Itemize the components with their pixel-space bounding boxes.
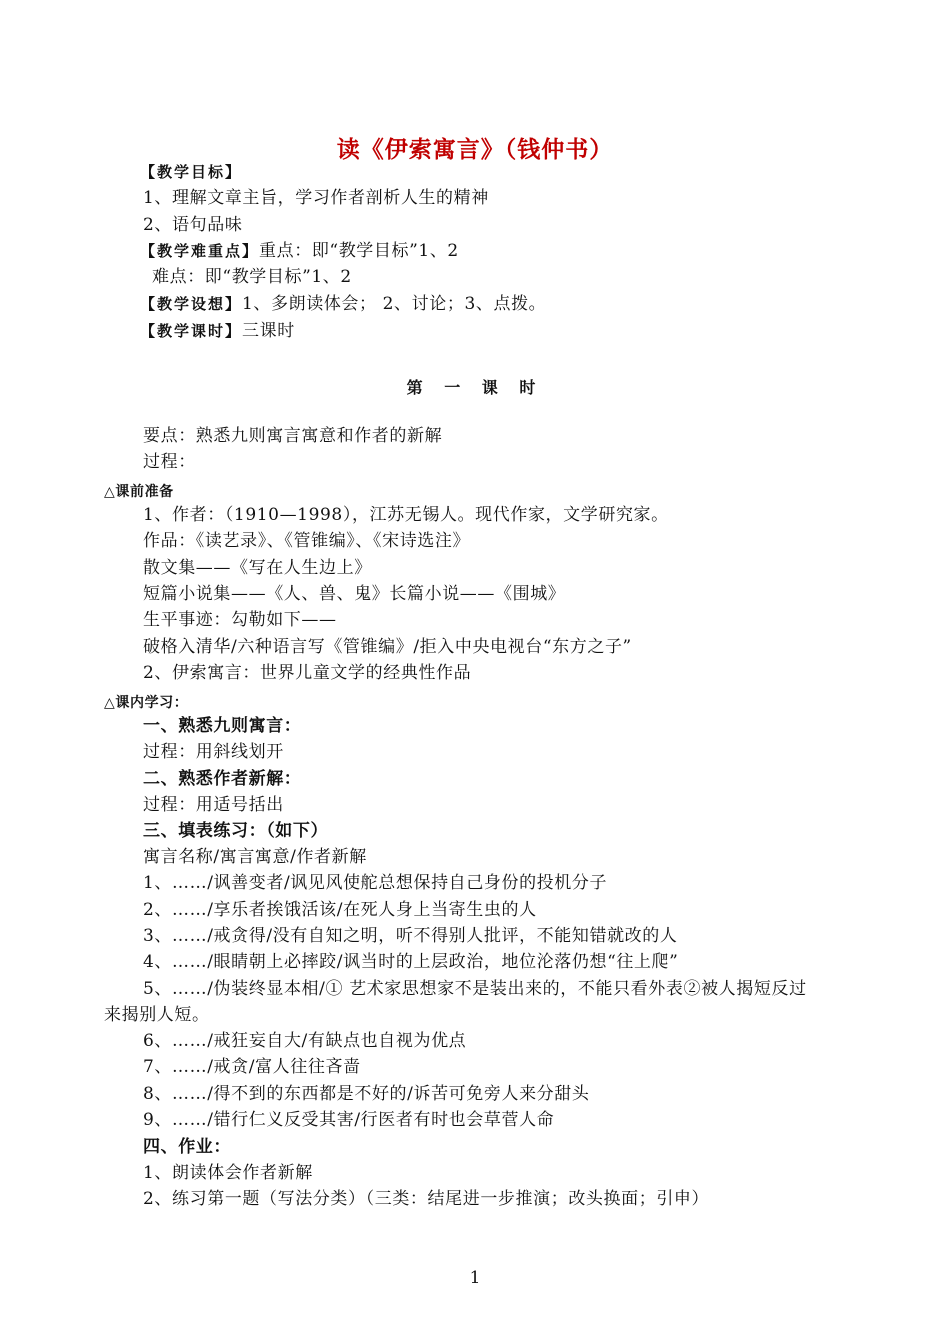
list-item: 1、……/讽善变者/讽见风使舵总想保持自己身份的投机分子 [143, 873, 608, 893]
list-item: 4、……/眼睛朝上必摔跤/讽当时的上层政治，地位沦落仍想“往上爬” [143, 952, 679, 972]
list-item: 2、……/享乐者挨饿活该/在死人身上当寄生虫的人 [143, 900, 537, 920]
list-item: 5、……/伪装终显本相/① 艺术家思想家不是装出来的，不能只看外表②被人揭短反过 [143, 979, 807, 999]
hours-line [140, 320, 295, 342]
idea-line [140, 293, 546, 315]
goal-2: 2、语句品味 [143, 215, 243, 235]
list-item: 7、……/戒贪/富人往往吝啬 [143, 1057, 361, 1077]
pre-item-7: 2、伊索寓言：世界儿童文学的经典性作品 [143, 663, 472, 683]
pre-item-2: 作品：《读艺录》、《管锥编》、《宋诗选注》 [143, 531, 471, 551]
point-line: 要点：熟悉九则寓言寓意和作者的新解 [143, 426, 443, 446]
key-tag: 【教学难重点】 [140, 242, 260, 260]
idea-text: 1、多朗读体会； 2、讨论；3、点拨。 [242, 294, 547, 314]
section-1-text: 过程：用斜线划开 [143, 742, 284, 762]
list-item: 6、……/戒狂妄自大/有缺点也自视为优点 [143, 1031, 467, 1051]
table-header: 寓言名称/寓言寓意/作者新解 [143, 847, 367, 867]
section-1-title: 一、熟悉九则寓言： [143, 716, 302, 736]
process-line: 过程： [143, 452, 196, 472]
pre-item-5: 生平事迹：勾勒如下—— [143, 610, 337, 630]
page-number: 1 [469, 1268, 481, 1288]
pre-item-4: 短篇小说集——《人、兽、鬼》长篇小说——《围城》 [143, 584, 566, 604]
homework-2: 2、练习第一题（写法分类）（三类：结尾进一步推演；改头换面；引申） [143, 1189, 710, 1209]
goals-tag: 【教学目标】 [140, 163, 243, 181]
idea-tag: 【教学设想】 [140, 295, 243, 313]
section-3-title: 三、填表练习：（如下） [143, 821, 329, 841]
pre-heading [104, 480, 174, 503]
homework-1: 1、朗读体会作者新解 [143, 1163, 313, 1183]
goal-1: 1、理解文章主旨，学习作者剖析人生的精神 [143, 188, 489, 208]
difficulty-line: 难点：即“教学目标”1、2 [152, 267, 352, 287]
lesson-heading: 第 一 课 时 [406, 378, 544, 397]
section-2-title: 二、熟悉作者新解： [143, 769, 302, 789]
pre-item-6: 破格入清华/六种语言写《管锥编》/拒入中央电视台“东方之子” [143, 637, 632, 657]
section-2-text: 过程：用适号括出 [143, 795, 284, 815]
list-item: 9、……/错行仁义反受其害/行医者有时也会草菅人命 [143, 1110, 555, 1130]
key-text: 重点：即“教学目标”1、2 [259, 241, 459, 261]
list-item: 8、……/得不到的东西都是不好的/诉苦可免旁人来分甜头 [143, 1084, 590, 1104]
pre-item-3: 散文集——《写在人生边上》 [143, 558, 372, 578]
pre-item-1: 1、作者：（1910—1998），江苏无锡人。现代作家，文学研究家。 [143, 505, 669, 525]
list-item-continued: 来揭别人短。 [104, 1005, 210, 1025]
list-item: 3、……/戒贪得/没有自知之明，听不得别人批评，不能知错就改的人 [143, 926, 678, 946]
hours-tag: 【教学课时】 [140, 322, 243, 340]
hours-text: 三课时 [242, 321, 295, 341]
page-title: 读《伊索寓言》（钱仲书） [336, 137, 614, 163]
in-heading [104, 691, 188, 714]
pre-heading-text: △课前准备 [104, 484, 174, 500]
key-line [140, 240, 459, 262]
in-heading-text: △课内学习： [104, 695, 189, 711]
goals-line [140, 161, 242, 183]
section-4-title: 四、作业： [143, 1137, 231, 1157]
